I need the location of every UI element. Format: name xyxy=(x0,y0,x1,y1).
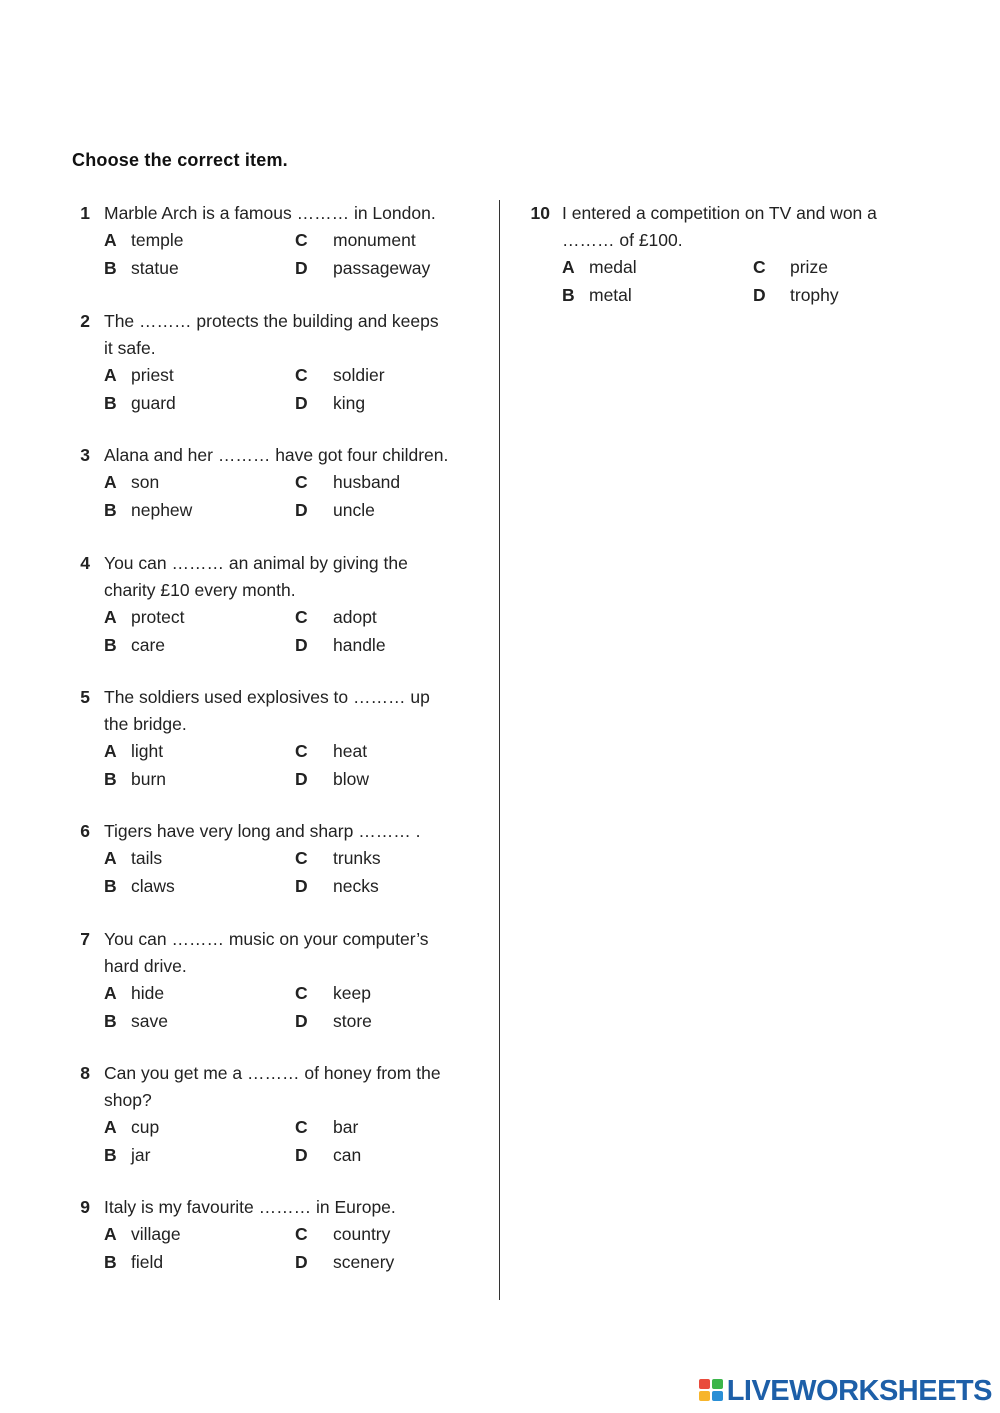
option-row xyxy=(0,390,474,418)
option-row xyxy=(0,1142,474,1170)
option-b[interactable]: claws xyxy=(131,875,175,896)
option-letter-a: A xyxy=(104,1224,117,1244)
column-divider xyxy=(499,200,500,1300)
question-7 xyxy=(0,926,474,1035)
option-row xyxy=(0,497,474,525)
question-text-continued: shop? xyxy=(104,1090,152,1110)
option-letter-a: A xyxy=(562,257,575,277)
question-number: 9 xyxy=(80,1197,90,1217)
option-row xyxy=(0,1008,474,1036)
option-d[interactable]: blow xyxy=(333,768,369,789)
option-c[interactable]: soldier xyxy=(333,365,385,385)
question-number: 1 xyxy=(80,203,90,223)
option-a[interactable]: temple xyxy=(131,230,184,250)
option-letter-c: C xyxy=(295,1224,308,1244)
option-b[interactable]: statue xyxy=(131,257,179,278)
option-letter-c: C xyxy=(295,983,308,1003)
question-10 xyxy=(0,200,922,309)
option-letter-a: A xyxy=(104,230,117,250)
option-b[interactable]: nephew xyxy=(131,499,193,520)
question-text: You can ……… an animal by giving the xyxy=(104,553,408,573)
option-letter-a: A xyxy=(104,983,117,1003)
option-b[interactable]: metal xyxy=(589,284,632,305)
option-letter-b: B xyxy=(104,499,117,520)
option-letter-b: B xyxy=(562,284,575,305)
option-letter-a: A xyxy=(104,365,117,385)
option-b[interactable]: care xyxy=(131,634,166,655)
question-8 xyxy=(0,1060,474,1169)
option-letter-b: B xyxy=(104,1251,117,1272)
option-c[interactable]: monument xyxy=(333,230,416,250)
option-letter-a: A xyxy=(104,741,117,761)
option-c[interactable]: prize xyxy=(790,257,828,277)
option-letter-b: B xyxy=(104,768,117,789)
option-row xyxy=(0,282,922,310)
option-letter-d: D xyxy=(753,284,766,305)
option-a[interactable]: village xyxy=(131,1224,181,1244)
option-letter-a: A xyxy=(104,1117,117,1137)
question-5 xyxy=(0,684,474,793)
option-row xyxy=(0,1249,474,1277)
question-text: The ……… protects the building and keeps xyxy=(104,311,439,331)
option-row xyxy=(0,1221,474,1249)
option-b[interactable]: guard xyxy=(131,392,176,413)
question-number: 10 xyxy=(530,203,550,223)
option-letter-d: D xyxy=(295,257,308,278)
option-letter-d: D xyxy=(295,392,308,413)
option-c[interactable]: bar xyxy=(333,1117,359,1137)
option-b[interactable]: burn xyxy=(131,768,167,789)
option-letter-a: A xyxy=(104,472,117,492)
question-2 xyxy=(0,308,474,417)
option-letter-c: C xyxy=(295,1117,308,1137)
option-c[interactable]: heat xyxy=(333,741,368,761)
option-d[interactable]: can xyxy=(333,1144,362,1165)
option-letter-c: C xyxy=(295,741,308,761)
option-row xyxy=(0,873,474,901)
option-row xyxy=(0,738,474,766)
option-row xyxy=(0,362,474,390)
option-letter-c: C xyxy=(753,257,766,277)
option-letter-b: B xyxy=(104,257,117,278)
option-d[interactable]: king xyxy=(333,392,366,413)
question-text-continued: the bridge. xyxy=(104,714,187,734)
option-d[interactable]: trophy xyxy=(790,284,839,305)
liveworksheets-logo-icon xyxy=(699,1379,725,1403)
option-d[interactable]: uncle xyxy=(333,499,375,520)
option-row xyxy=(0,469,474,497)
option-letter-c: C xyxy=(295,848,308,868)
option-row xyxy=(0,632,474,660)
question-text-continued: charity £10 every month. xyxy=(104,580,296,600)
option-letter-d: D xyxy=(295,875,308,896)
option-c[interactable]: country xyxy=(333,1224,391,1244)
option-d[interactable]: store xyxy=(333,1010,372,1031)
question-text-continued: it safe. xyxy=(104,338,156,358)
question-6 xyxy=(0,818,474,900)
option-b[interactable]: save xyxy=(131,1010,168,1031)
option-d[interactable]: necks xyxy=(333,875,379,896)
question-4 xyxy=(0,550,474,659)
question-number: 8 xyxy=(80,1063,90,1083)
option-a[interactable]: light xyxy=(131,741,164,761)
question-number: 6 xyxy=(80,821,90,841)
question-9 xyxy=(0,1194,474,1276)
option-letter-c: C xyxy=(295,365,308,385)
liveworksheets-logo xyxy=(699,1375,992,1407)
option-a[interactable]: son xyxy=(131,472,160,492)
option-d[interactable]: passageway xyxy=(333,257,431,278)
option-letter-b: B xyxy=(104,634,117,655)
option-c[interactable]: trunks xyxy=(333,848,381,868)
option-a[interactable]: cup xyxy=(131,1117,160,1137)
question-text: The soldiers used explosives to ……… up xyxy=(104,687,430,707)
option-row xyxy=(0,766,474,794)
option-letter-c: C xyxy=(295,607,308,627)
option-letter-d: D xyxy=(295,768,308,789)
option-row xyxy=(0,980,474,1008)
option-b[interactable]: field xyxy=(131,1251,164,1272)
option-a[interactable]: medal xyxy=(589,257,637,277)
question-number: 2 xyxy=(80,311,90,331)
option-c[interactable]: adopt xyxy=(333,607,377,627)
question-number: 3 xyxy=(80,445,90,465)
instruction-heading: Choose the correct item. xyxy=(72,150,288,170)
option-letter-d: D xyxy=(295,1251,308,1272)
option-c[interactable]: keep xyxy=(333,983,371,1003)
option-letter-c: C xyxy=(295,230,308,250)
option-row xyxy=(0,604,474,632)
question-text: Can you get me a ……… of honey from the xyxy=(104,1063,441,1083)
question-text-continued: ……… of £100. xyxy=(562,230,683,250)
question-text: You can ……… music on your computer’s xyxy=(104,929,429,949)
option-letter-b: B xyxy=(104,875,117,896)
option-a[interactable]: hide xyxy=(131,983,165,1003)
question-text-continued: hard drive. xyxy=(104,956,187,976)
option-a[interactable]: tails xyxy=(131,848,163,868)
question-text: Italy is my favourite ……… in Europe. xyxy=(104,1197,396,1217)
option-c[interactable]: husband xyxy=(333,472,401,492)
option-letter-b: B xyxy=(104,1010,117,1031)
option-letter-b: B xyxy=(104,1144,117,1165)
question-text: Marble Arch is a famous ……… in London. xyxy=(104,203,436,223)
option-letter-d: D xyxy=(295,634,308,655)
question-number: 7 xyxy=(80,929,90,949)
option-row xyxy=(0,1114,474,1142)
option-a[interactable]: protect xyxy=(131,607,185,627)
question-text: Tigers have very long and sharp ……… . xyxy=(104,821,421,841)
question-text: Alana and her ……… have got four children. xyxy=(104,445,449,465)
option-a[interactable]: priest xyxy=(131,365,174,385)
option-letter-c: C xyxy=(295,472,308,492)
question-text: I entered a competition on TV and won a xyxy=(562,203,877,223)
option-row xyxy=(0,254,922,282)
option-letter-a: A xyxy=(104,848,117,868)
question-3 xyxy=(0,442,474,524)
question-number: 5 xyxy=(80,687,90,707)
option-letter-b: B xyxy=(104,392,117,413)
option-b[interactable]: jar xyxy=(131,1144,151,1165)
option-letter-d: D xyxy=(295,1144,308,1165)
option-d[interactable]: scenery xyxy=(333,1251,395,1272)
question-number: 4 xyxy=(80,553,90,573)
option-letter-d: D xyxy=(295,499,308,520)
option-row xyxy=(0,845,474,873)
option-d[interactable]: handle xyxy=(333,634,386,655)
option-letter-a: A xyxy=(104,607,117,627)
option-letter-d: D xyxy=(295,1010,308,1031)
liveworksheets-logo-text: LIVEWORKSHEETS xyxy=(726,1374,992,1407)
